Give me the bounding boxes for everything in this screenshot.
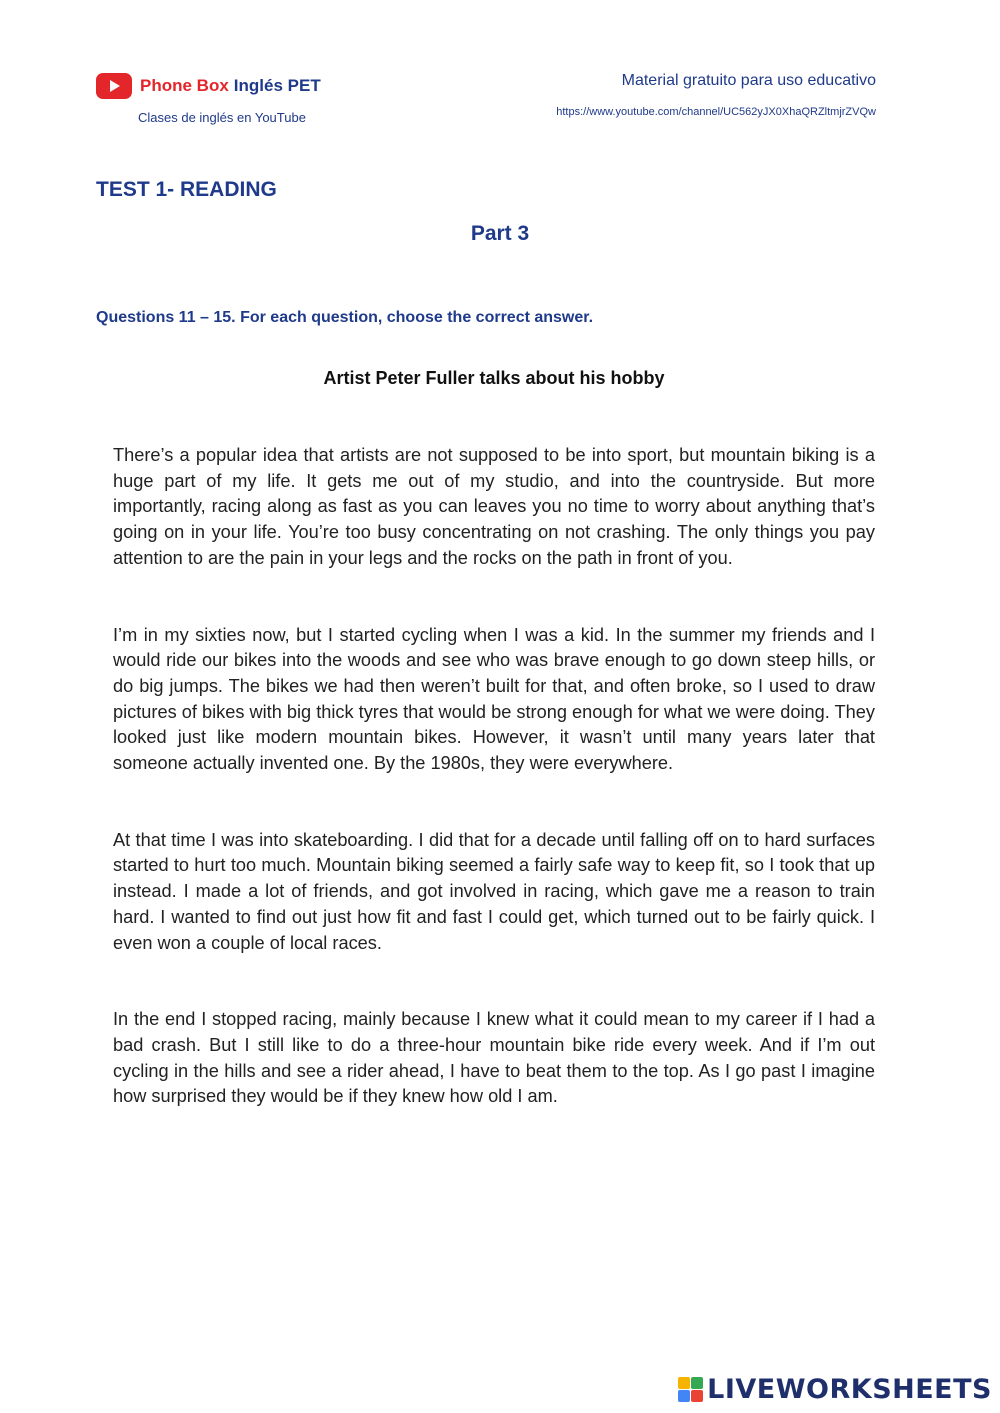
brand-subtitle: Clases de inglés en YouTube bbox=[138, 110, 306, 125]
liveworksheets-logo[interactable] bbox=[678, 1374, 992, 1405]
article-body bbox=[113, 443, 875, 1161]
article-title: Artist Peter Fuller talks about his hobby bbox=[323, 368, 665, 388]
liveworksheets-logo-text: LIVEWORKSHEETS bbox=[707, 1374, 992, 1405]
brand-name-phone-box: Phone Box bbox=[140, 76, 229, 95]
brand-row bbox=[96, 70, 396, 102]
article-paragraph-3: At that time I was into skateboarding. I did that for a decade until falling off on to hard surfaces started to hurt too much. Mountain biking seemed a fairly safe way to keep fit, so I took that up instead. I made a lot of friends, and got involved in racing, which gave me a reason to train hard. I wanted to find out just how fit and fast I could get, which turned out to be fairly quick. I even won a couple of local races. bbox=[113, 829, 875, 953]
liveworksheets-blocks-icon bbox=[678, 1377, 703, 1402]
logo-block-3 bbox=[678, 1390, 690, 1402]
youtube-logo-icon bbox=[96, 73, 132, 99]
article-paragraph-2: I’m in my sixties now, but I started cycling when I was a kid. In the summer my friends and I would ride our bikes into the woods and see who was brave enough to go down steep hills, or do big jumps. The bikes we had then weren’t built for that, and often broke, so I used to draw pictures of bikes with big thick tyres that would be strong enough for what we were doing. They looked just like modern mountain bikes. However, it wasn’t until many years later that someone actually invented one. By the 1980s, they were everywhere. bbox=[113, 624, 875, 774]
brand-name-ingles-pet: Inglés PET bbox=[233, 76, 321, 95]
article-paragraph-1: There’s a popular idea that artists are not supposed to be into sport, but mountain biking is a huge part of my life. It gets me out of my studio, and into the countryside. But more importantly, racing along as fast as you can leaves you no time to worry about anything that’s going on in your life. You’re too busy concentrating on not crashing. The only things you pay attention to are the pain in your legs and the rocks on the path in front of you. bbox=[113, 445, 875, 568]
free-material-label: Material gratuito para uso educativo bbox=[621, 72, 876, 89]
part-title: Part 3 bbox=[470, 222, 530, 245]
article-paragraph-4: In the end I stopped racing, mainly because I knew what it could mean to my career if I had a bad crash. But I still like to do a three-hour mountain bike ride every week. And if I’m out cycling in the hills and see a rider ahead, I have to beat them to the top. As I go past I imagine how surprised they would be if they knew how old I am. bbox=[113, 1009, 875, 1107]
brand-header bbox=[96, 70, 396, 125]
header-right bbox=[556, 72, 876, 118]
channel-url-link[interactable]: https://www.youtube.com/channel/UC562yJX0XhaQRZltmjrZVQw bbox=[556, 106, 876, 118]
question-instructions: Questions 11 – 15. For each question, choose the correct answer. bbox=[96, 309, 594, 326]
logo-block-4 bbox=[691, 1390, 703, 1402]
logo-block-1 bbox=[678, 1377, 690, 1389]
logo-block-2 bbox=[691, 1377, 703, 1389]
test-title: TEST 1- READING bbox=[96, 178, 277, 201]
